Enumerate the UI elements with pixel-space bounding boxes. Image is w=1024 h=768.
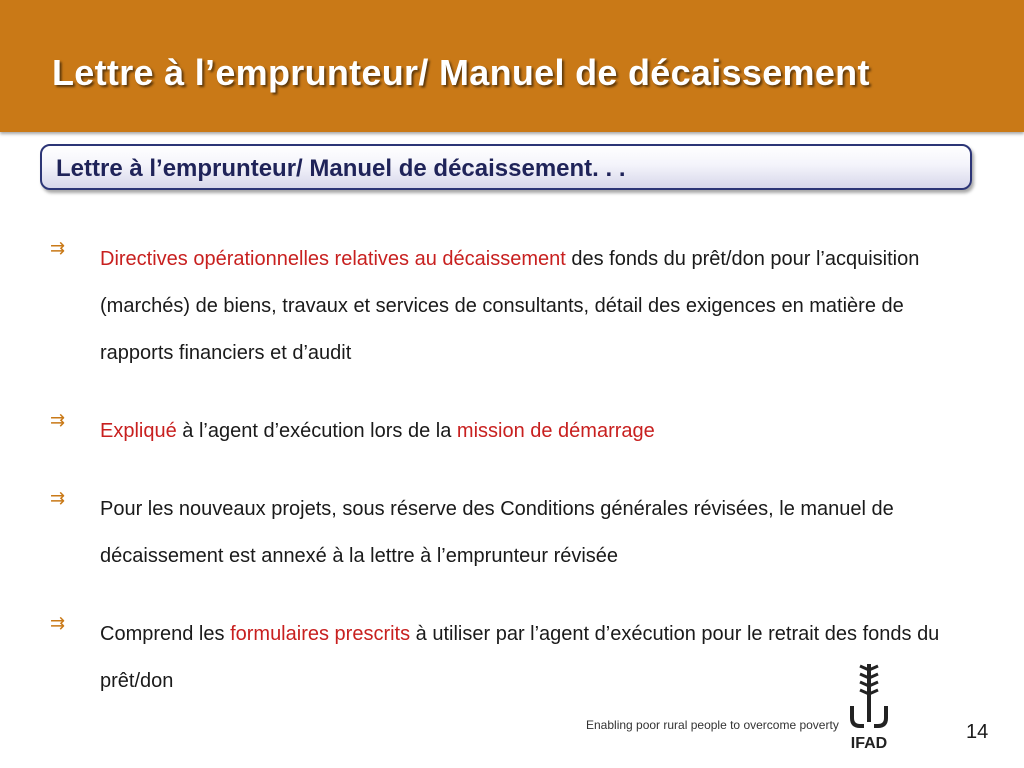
subtitle-text: Lettre à l’emprunteur/ Manuel de décaissement. . . xyxy=(56,155,626,182)
bullet-list xyxy=(50,236,980,736)
arrow-bullet-icon: ⇉ xyxy=(50,410,66,431)
bullet-4-text-before: Comprend les xyxy=(100,623,231,645)
bullet-2-highlight: Expliqué xyxy=(100,420,177,442)
arrow-bullet-icon: ⇉ xyxy=(50,238,66,259)
bullet-2-text: à l’agent d’exécution lors de la xyxy=(176,420,457,442)
subtitle-box xyxy=(40,144,972,190)
ifad-logo xyxy=(846,662,892,752)
bullet-3-text: Pour les nouveaux projets, sous réserve des Conditions générales révisées, le manuel de décaissement est annexé à la lettre à l’emprunteur révisée xyxy=(100,498,894,567)
arrow-bullet-icon: ⇉ xyxy=(50,613,66,634)
bullet-item-3 xyxy=(50,486,980,580)
bullet-1-highlight: Directives opérationnelles relatives au décaissement xyxy=(100,248,566,270)
ifad-logo-text: IFAD xyxy=(850,735,888,752)
bullet-4-text-after: à utiliser par l’agent d’exécution pour le retrait des fonds du prêt/don xyxy=(100,623,940,692)
bullet-4-highlight: formulaires prescrits xyxy=(230,623,411,645)
bullet-item-4 xyxy=(50,611,980,705)
bullet-item-2 xyxy=(50,408,980,455)
bullet-1-text: des fonds du prêt/don pour l’acquisition (marchés) de biens, travaux et services de consultants, détail des exigences en matière de rapports financiers et d’audit xyxy=(100,248,920,364)
bullet-2-highlight-tail: mission de démarrage xyxy=(456,420,655,442)
slide-title: Lettre à l’emprunteur/ Manuel de décaissement xyxy=(52,52,870,93)
bullet-item-1 xyxy=(50,236,980,377)
page-number: 14 xyxy=(966,721,989,743)
arrow-bullet-icon: ⇉ xyxy=(50,488,66,509)
footer-tagline: Enabling poor rural people to overcome poverty xyxy=(586,718,839,732)
title-bar xyxy=(0,0,1024,132)
